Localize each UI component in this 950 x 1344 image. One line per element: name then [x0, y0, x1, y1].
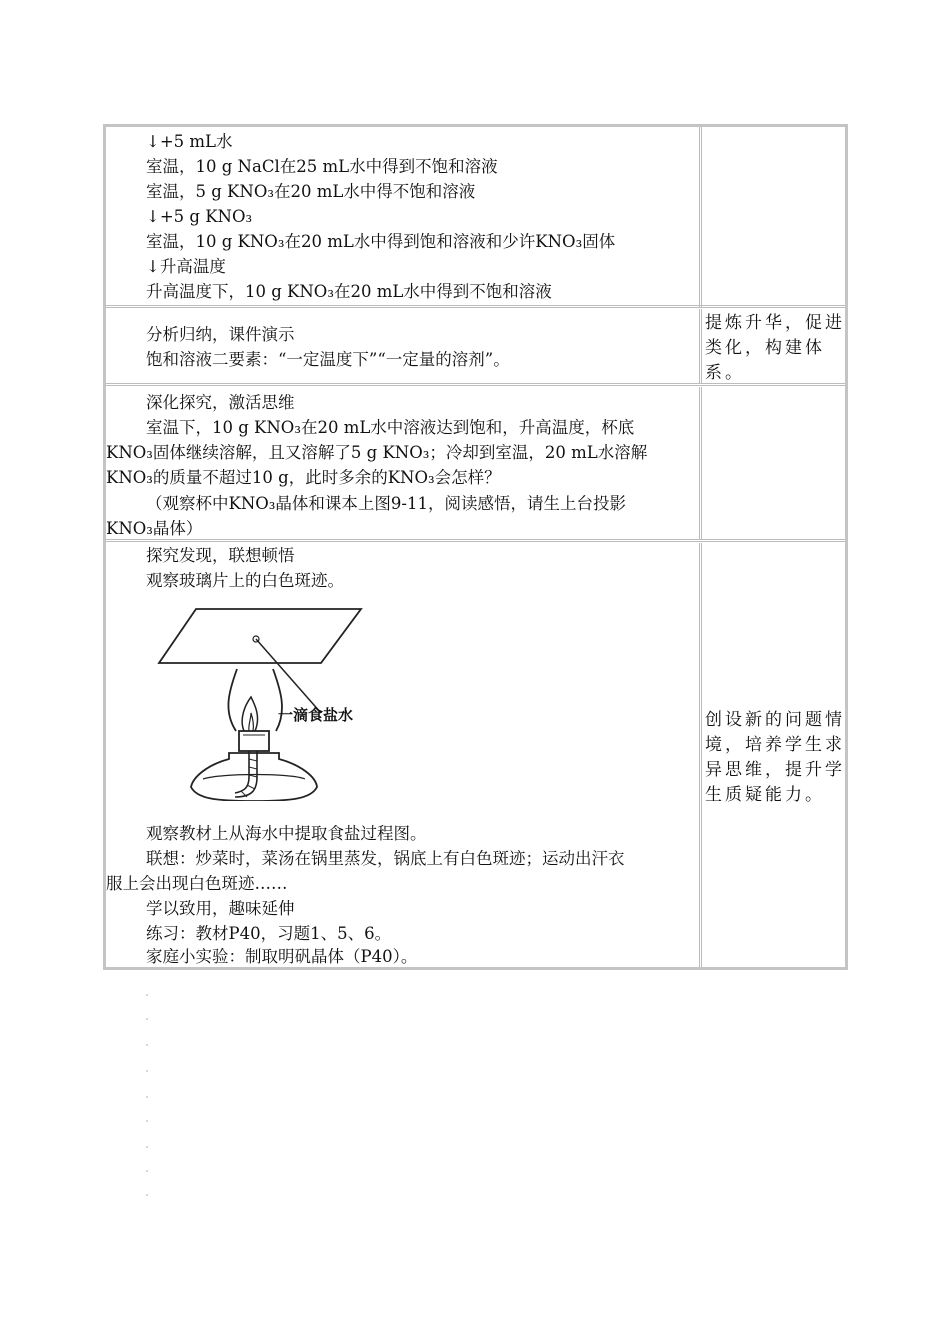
- artifact-dot: [146, 1018, 148, 1020]
- artifact-dot: [146, 1096, 148, 1098]
- text-line: 分析归纳，课件演示: [146, 325, 295, 344]
- purpose-text: 系。: [705, 363, 745, 383]
- alcohol-lamp-figure: [151, 601, 381, 801]
- artifact-dot: [146, 1044, 148, 1046]
- table-row: [106, 127, 845, 307]
- text-line: （观察杯中KNO₃晶体和课本上图9-11，阅读感悟，请生上台投影: [146, 494, 626, 513]
- purpose-text: 生质疑能力。: [705, 785, 825, 805]
- purpose-cell: [703, 387, 845, 539]
- text-line: 服上会出现白色斑迹……: [106, 874, 288, 893]
- row-divider: [106, 305, 845, 308]
- purpose-text: 创设新的问题情: [705, 710, 845, 730]
- artifact-dot: [146, 994, 148, 996]
- label-pointer: [256, 639, 321, 713]
- text-line: 室温，10 g KNO₃在20 mL水中得到饱和溶液和少许KNO₃固体: [146, 232, 616, 251]
- text-line: ↓+5 mL水: [146, 132, 233, 151]
- purpose-cell: [703, 543, 845, 967]
- text-line: 家庭小实验：制取明矾晶体（P40）。: [146, 947, 418, 966]
- purpose-text: 类化，构建体: [705, 338, 825, 358]
- purpose-text: 境，培养学生求: [705, 735, 845, 755]
- artifact-dot: [146, 1170, 148, 1172]
- row-divider: [106, 383, 845, 386]
- text-line: 观察教材上从海水中提取食盐过程图。: [146, 824, 427, 843]
- text-line: 探究发现，联想顿悟: [146, 546, 295, 565]
- text-line: 观察玻璃片上的白色斑迹。: [146, 571, 344, 590]
- table-row: [106, 543, 845, 967]
- text-line: ↓升高温度: [146, 257, 226, 276]
- figure-label: 一滴食盐水: [278, 706, 354, 724]
- text-line: KNO₃固体继续溶解，且又溶解了5 g KNO₃；冷却到室温，20 mL水溶解: [106, 443, 648, 462]
- purpose-cell: [703, 309, 845, 383]
- purpose-cell: [703, 127, 845, 307]
- text-line: KNO₃晶体）: [106, 519, 203, 538]
- text-line: 练习：教材P40，习题1、5、6。: [146, 924, 392, 943]
- artifact-dot: [146, 1120, 148, 1122]
- purpose-text: 提炼升华，促进: [705, 313, 845, 333]
- activity-cell: [106, 387, 702, 539]
- purpose-text: 异思维，提升学: [705, 760, 845, 780]
- wick-holder: [239, 731, 269, 751]
- text-line: 饱和溶液二要素：“一定温度下”“一定量的溶剂”。: [146, 350, 510, 369]
- text-line: 联想：炒菜时，菜汤在锅里蒸发，锅底上有白色斑迹；运动出汗衣: [146, 849, 625, 868]
- text-line: 室温，10 g NaCl在25 mL水中得到不饱和溶液: [146, 157, 498, 176]
- flame-outer: [228, 669, 282, 731]
- artifact-dot: [146, 1070, 148, 1072]
- table-row: [106, 387, 845, 539]
- flame-inner: [242, 697, 257, 731]
- artifact-dot: [146, 1146, 148, 1148]
- text-line: 室温，5 g KNO₃在20 mL水中得不饱和溶液: [146, 182, 476, 201]
- text-line: ↓+5 g KNO₃: [146, 207, 253, 226]
- table-row: [106, 309, 845, 383]
- text-line: 学以致用，趣味延伸: [146, 899, 295, 918]
- text-line: 深化探究，激活思维: [146, 393, 295, 412]
- artifact-dot: [146, 1194, 148, 1196]
- text-line: 升高温度下，10 g KNO₃在20 mL水中得到不饱和溶液: [146, 282, 552, 301]
- text-line: KNO₃的质量不超过10 g，此时多余的KNO₃会怎样？: [106, 468, 501, 487]
- row-divider: [106, 539, 845, 542]
- glass-plate: [159, 609, 361, 663]
- text-line: 室温下，10 g KNO₃在20 mL水中溶液达到饱和，升高温度，杯底: [146, 418, 635, 437]
- activity-cell: [106, 127, 702, 307]
- lesson-table: [103, 124, 848, 970]
- activity-cell: [106, 309, 702, 383]
- activity-cell: [106, 543, 702, 967]
